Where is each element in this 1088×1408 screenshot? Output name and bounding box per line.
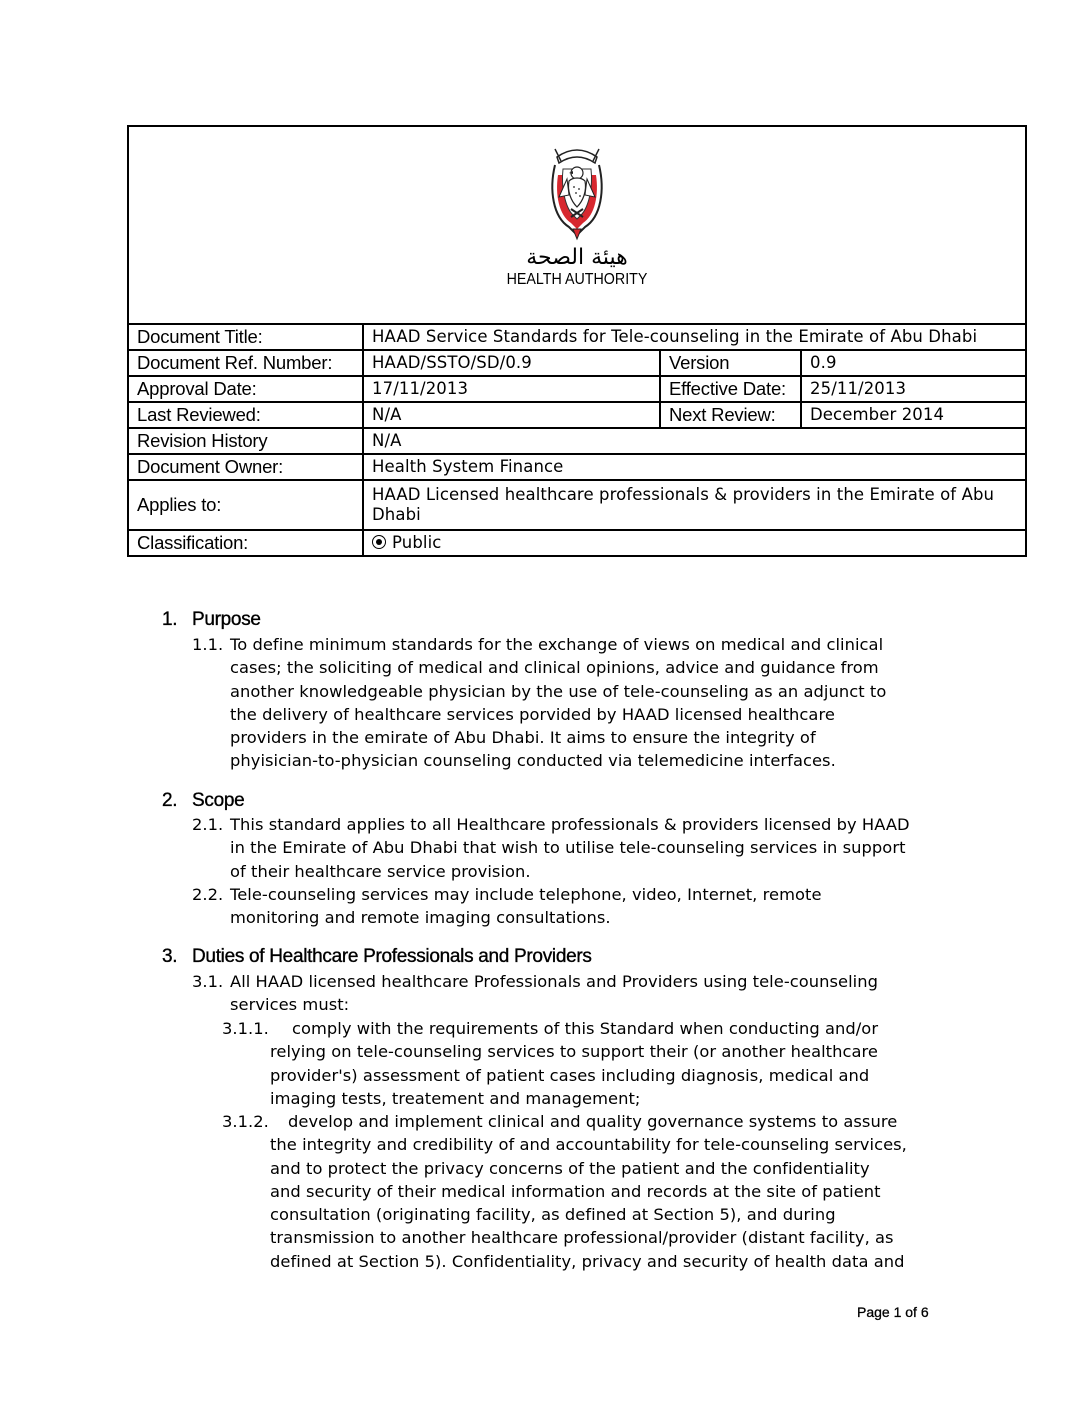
section-heading-purpose: [162, 609, 261, 631]
clause-line: imaging tests, treatement and management;: [270, 1088, 641, 1108]
clause-line: and to protect the privacy concerns of the patient and the confidentiality: [270, 1158, 870, 1178]
clause-3-1-1: [222, 1017, 878, 1110]
section-title: Duties of Healthcare Professionals and Providers: [192, 946, 592, 967]
row-applies-to: [128, 480, 1026, 530]
logo-arabic-name: هيئة الصحة: [526, 245, 628, 270]
clause-line: the integrity and credibility of and accountability for tele-counseling services,: [270, 1135, 907, 1155]
classification-text: Public: [392, 533, 442, 552]
clause-line: Tele-counseling services may include telephone, video, Internet, remote: [230, 885, 822, 904]
row-approval-date: [128, 376, 1026, 402]
row-last-reviewed: [128, 402, 1026, 428]
section-heading-scope: [162, 790, 244, 812]
clause-2-2: [192, 883, 822, 930]
clause-number: 2.1.: [192, 815, 224, 834]
clause-1-1: [192, 633, 886, 773]
clause-number: 2.2.: [192, 885, 224, 904]
page-number: Page 1 of 6: [857, 1304, 929, 1320]
clause-line: provider's) assessment of patient cases including diagnosis, medical and: [270, 1065, 870, 1085]
ref-number-label: Document Ref. Number:: [128, 350, 363, 376]
revision-history-value: N/A: [363, 428, 1026, 454]
clause-line: consultation (originating facility, as defined at Section 5), and during: [270, 1205, 836, 1225]
clause-number: 3.1.: [192, 972, 224, 991]
effective-date-label: Effective Date:: [660, 376, 801, 402]
clause-line: services must:: [230, 995, 350, 1015]
logo-cell: [128, 126, 1026, 324]
approval-date-value: 17/11/2013: [363, 376, 660, 402]
clause-3-1: [192, 970, 878, 1017]
document-owner-value: Health System Finance: [363, 454, 1026, 480]
clause-line: of their healthcare service provision.: [230, 861, 531, 881]
section-title: Purpose: [192, 609, 261, 630]
section-number: 3.: [162, 946, 178, 967]
applies-to-value: [363, 480, 1026, 530]
last-reviewed-label: Last Reviewed:: [128, 402, 363, 428]
section-number: 1.: [162, 609, 178, 630]
document-control-table: [127, 125, 1027, 557]
effective-date-value: 25/11/2013: [801, 376, 1026, 402]
next-review-value: December 2014: [801, 402, 1026, 428]
clause-line: comply with the requirements of this Standard when conducting and/or: [292, 1019, 879, 1038]
applies-to-line: HAAD Licensed healthcare professionals & providers in the Emirate of Abu: [372, 485, 995, 504]
clause-line: defined at Section 5). Confidentiality, privacy and security of health data and: [270, 1251, 905, 1271]
last-reviewed-value: N/A: [363, 402, 660, 428]
document-title-label: Document Title:: [128, 324, 363, 350]
clause-number: 3.1.2.: [222, 1112, 269, 1131]
logo-english-name: HEALTH AUTHORITY: [506, 271, 648, 288]
applies-to-label: Applies to:: [128, 480, 363, 530]
classification-label: Classification:: [128, 530, 363, 556]
row-document-title: [128, 324, 1026, 350]
applies-to-line: Dhabi: [372, 505, 421, 524]
clause-line: transmission to another healthcare professional/provider (distant facility, as: [270, 1228, 894, 1248]
section-heading-duties: [162, 946, 592, 968]
version-label: Version: [660, 350, 801, 376]
clause-line: monitoring and remote imaging consultations.: [230, 908, 611, 928]
row-revision-history: [128, 428, 1026, 454]
clause-number: 3.1.1.: [222, 1019, 269, 1038]
clause-number: 1.1.: [192, 635, 224, 654]
clause-3-1-2: [222, 1110, 907, 1273]
section-number: 2.: [162, 790, 178, 811]
clause-line: develop and implement clinical and quality governance systems to assure: [288, 1112, 898, 1131]
next-review-label: Next Review:: [660, 402, 801, 428]
approval-date-label: Approval Date:: [128, 376, 363, 402]
clause-line: cases; the soliciting of medical and clinical opinions, advice and guidance from: [230, 658, 879, 678]
clause-line: and security of their medical information and records at the site of patient: [270, 1181, 881, 1201]
section-title: Scope: [192, 790, 245, 811]
radio-selected-icon[interactable]: [372, 535, 386, 549]
falcon-emblem-icon: [545, 135, 609, 243]
clause-line: relying on tele-counseling services to support their (or another healthcare: [270, 1042, 878, 1062]
version-value: 0.9: [801, 350, 1026, 376]
document-title-value: HAAD Service Standards for Tele-counseling in the Emirate of Abu Dhabi: [363, 324, 1026, 350]
clause-line: providers in the emirate of Abu Dhabi. It aims to ensure the integrity of: [230, 728, 816, 748]
clause-line: All HAAD licensed healthcare Professionals and Providers using tele-counseling: [230, 972, 879, 991]
ref-number-value: HAAD/SSTO/SD/0.9: [363, 350, 660, 376]
clause-2-1: [192, 813, 910, 883]
clause-line: This standard applies to all Healthcare professionals & providers licensed by HAAD: [230, 815, 910, 834]
row-classification: [128, 530, 1026, 556]
health-authority-logo: [497, 135, 657, 315]
revision-history-label: Revision History: [128, 428, 363, 454]
row-document-owner: [128, 454, 1026, 480]
document-owner-label: Document Owner:: [128, 454, 363, 480]
clause-line: phyisician-to-physician counseling conducted via telemedicine interfaces.: [230, 751, 836, 771]
clause-line: another knowledgeable physician by the use of tele-counseling as an adjunct to: [230, 681, 887, 701]
classification-value: [363, 530, 1026, 556]
row-ref-number: [128, 350, 1026, 376]
clause-line: in the Emirate of Abu Dhabi that wish to utilise tele-counseling services in support: [230, 838, 906, 858]
clause-line: To define minimum standards for the exchange of views on medical and clinical: [230, 635, 884, 654]
clause-line: the delivery of healthcare services porvided by HAAD licensed healthcare: [230, 704, 835, 724]
